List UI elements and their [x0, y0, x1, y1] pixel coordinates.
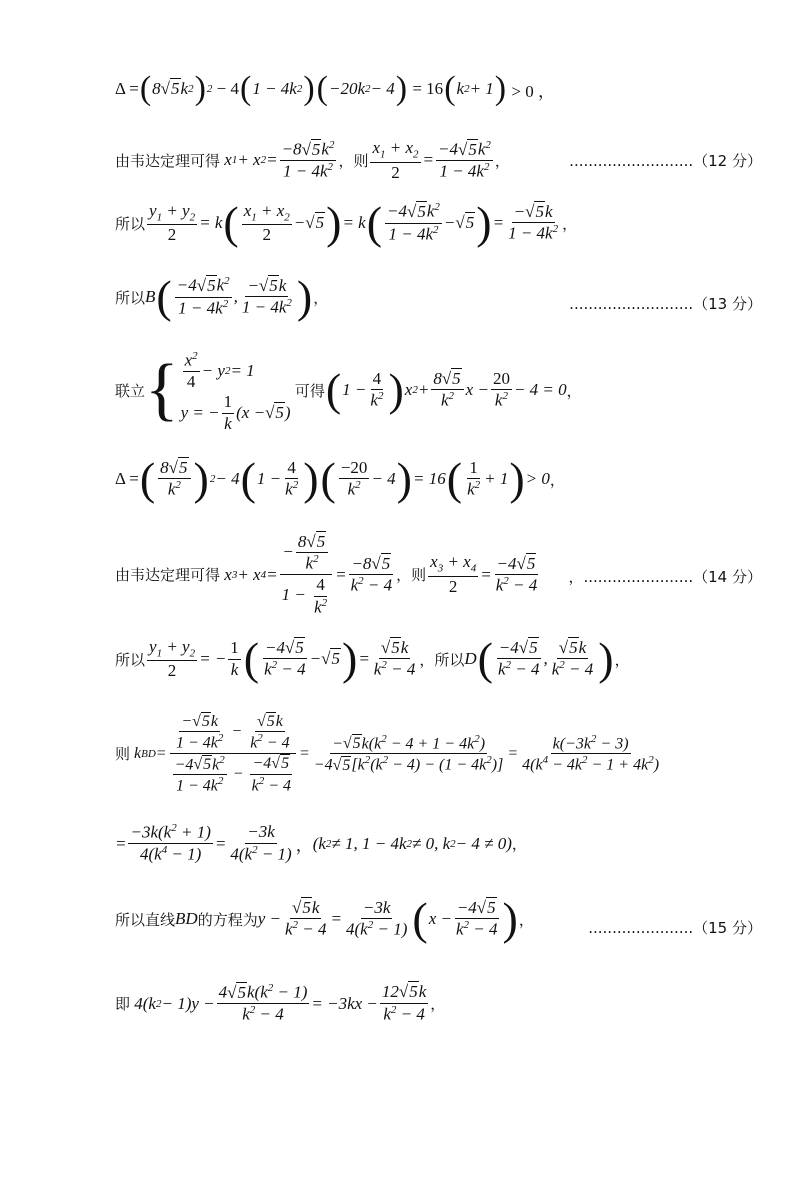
slope-simplified-line: = $\frac{-3k(k^2 + 1)}{4(k^4 - 1)}$ = $\frac{-3k}{4(k^2 - 1)}$ ， (k 2 ≠ 1, 1 − 4k 2 ≠ 0, k 2 − 4 ≠ 0) ，	[115, 822, 527, 864]
score-12: ..........................（12 分）	[569, 152, 762, 170]
comma: ，	[511, 835, 527, 854]
then-text-3: 则	[115, 745, 131, 764]
vieta-line-1: 由韦达定理可得 x 1 + x 2 = $\frac{-8√5k^2}{1 - 4k^2}$ ，则 $\frac{x_1 + x_2}{2}$ = $\frac{-4√5k^2}{1 - 4k^2}$ ，	[115, 138, 510, 182]
vieta-line-2: 由韦达定理可得 x 3 + x 4 = − $\frac{8√5}{k^2}$ 1 − $\frac{4}{k^2}$ = $\frac{-8√5}{k^2 - 4}$ ，则 $\frac{x_3 + x_4}{2}$ = $\frac{-4√5}{k^2 - 4}$	[115, 532, 538, 617]
system-line: 联立 { $\frac{x^2}{4}$ − y 2 = 1 y = − $\frac{1}{k}$ (x − √5 ) 可得 ( 1 − $\frac{4}{k^2}$ ) x 2 + $\frac{8√5}{k^2}$ x − $\frac{20}{k^2}$ − 4 = 0 ，	[115, 350, 582, 433]
obtain-text: 可得	[294, 381, 325, 400]
comma: ，	[430, 995, 446, 1014]
comma: ，	[313, 288, 329, 307]
score-14: ，.......................（14 分）	[568, 568, 762, 586]
score-15: ......................（15 分）	[588, 919, 762, 937]
equation-text: 的方程为	[197, 910, 258, 929]
comma: ，	[549, 470, 565, 489]
comma: ，	[566, 381, 582, 400]
combine-text: 联立	[115, 381, 146, 400]
line-bd-equation: 所以直线 BD 的方程为 y − $\frac{√5k}{k^2 - 4}$ = $\frac{-3k}{4(k^2 - 1)}$ ( x − $\frac{-4√5}{k^2 - 4}$ ) ，	[115, 893, 534, 944]
delta-equation-2: Δ = ( $\frac{8√5}{k^2}$ ) 2 − 4 ( 1 − $\frac{4}{k^2}$ ) ( $\frac{-20}{k^2}$ − 4 ) = 16 ( $\frac{1}{k^2}$ + 1 ) > 0 ，	[115, 453, 565, 504]
so-text: 所以	[115, 650, 146, 669]
slope-bd-line: 则 k BD = $\frac{-√5k}{1 - 4k^2}$ − $\frac{√5k}{k^2 - 4}$ $\frac{-4√5k^2}{1 - 4k^2}$ − $\frac{-4√5}{k^2 - 4}$ = $\frac{-√5k(k^2 - 4 + 1 - 4k^2)}{-4√5[k^2(k^2 - 4) - (1 - 4k^2)]}$ = $\frac{k(-3k^2 - 3)}{4(k^4 - 4k^2 - 1 + 4k^2)}$	[115, 713, 660, 795]
point-d-line: 所以 $\frac{y_1 + y_2}{2}$ = − $\frac{1}{k}$ ( $\frac{-4√5}{k^2 - 4}$ − √5 ) = $\frac{√5k}{k^2 - 4}$ ，所以 D ( $\frac{-4√5}{k^2 - 4}$ , $\frac{√5k}{k^2 - 4}$ ) ，	[115, 633, 630, 684]
so-text-2: ，所以	[419, 650, 465, 669]
vieta-text-1: 由韦达定理可得	[115, 151, 221, 170]
then-text-2: ，则	[396, 566, 427, 585]
comma: ，	[494, 151, 510, 170]
point-b-line: 所以 B ( $\frac{-4√5k^2}{1 - 4k^2}$ , $\frac{-√5k}{1 - 4k^2}$ ) ，	[115, 271, 329, 322]
then-text-1: ，则	[338, 151, 369, 170]
line-bd-expanded: 即 4(k 2 − 1)y − $\frac{4√5k(k^2 - 1)}{k^2 - 4}$ = −3kx − $\frac{12√5k}{k^2 - 4}$ ，	[115, 982, 446, 1024]
score-13: ..........................（13 分）	[569, 295, 762, 313]
vieta-text-2: 由韦达定理可得	[115, 566, 221, 585]
comma: ，	[518, 910, 534, 929]
so-text: 所以	[115, 288, 146, 307]
so-text: 所以	[115, 214, 146, 233]
delta-equation-1: Δ = ( 8 √5 k 2 ) 2 − 4 ( 1 − 4k 2 ) ( −20k 2 − 4 ) = 16 ( k 2 + 1 ) > 0 ，	[115, 70, 555, 107]
ie-text: 即	[115, 995, 131, 1014]
line-text: 所以直线	[115, 910, 176, 929]
midpoint-y-line-1: 所以 $\frac{y_1 + y_2}{2}$ = k ( $\frac{x_1 + x_2}{2}$ − √5 ) = k ( $\frac{-4√5k^2}{1 - 4k^2}$ − √5 ) = $\frac{-√5k}{1 - 4k^2}$ ，	[115, 197, 578, 248]
comma: ，	[614, 650, 630, 669]
comma: ，	[562, 214, 578, 233]
